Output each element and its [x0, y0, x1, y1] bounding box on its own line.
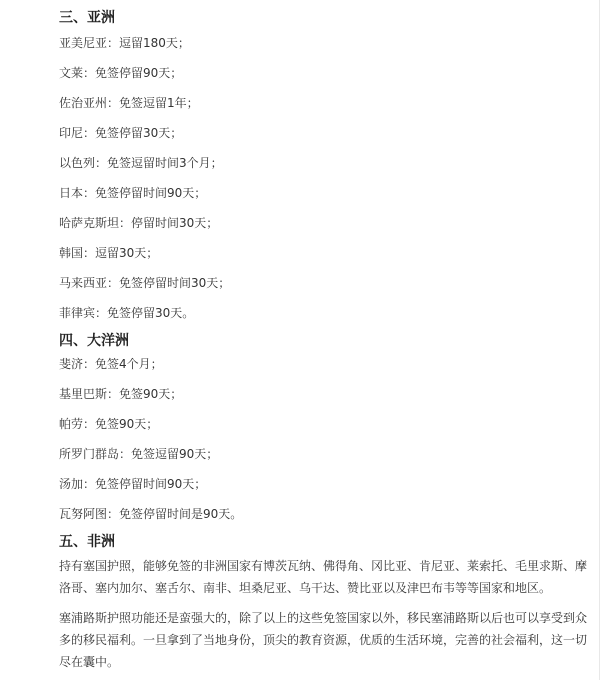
- list-item: 文莱：免签停留90天；: [59, 66, 183, 80]
- list-item: 佐治亚州：免签逗留1年；: [59, 96, 199, 110]
- article-body: [59, 8, 587, 673]
- list-item: 韩国：逗留30天；: [59, 246, 159, 260]
- paragraph: 持有塞国护照，能够免签的非洲国家有博茨瓦纳、佛得角、冈比亚、肯尼亚、莱索托、毛里求斯、摩洛哥、塞内加尔、塞舌尔、南非、坦桑尼亚、乌干达、赞比亚以及津巴布韦等等国家和地区。: [59, 559, 588, 595]
- paragraph: 塞浦路斯护照功能还是蛮强大的，除了以上的这些免签国家以外，移民塞浦路斯以后也可以享受到众多的移民福利。一旦拿到了当地身份，顶尖的教育资源，优质的生活环境，完善的社会福利，这一切尽在囊中。: [59, 611, 588, 669]
- section-heading-oceania: 四、大洋洲: [59, 333, 129, 349]
- list-item: 斐济：免签4个月；: [59, 357, 163, 371]
- list-item: 帕劳：免签90天；: [59, 417, 159, 431]
- list-item: 日本：免签停留时间90天；: [59, 186, 207, 200]
- list-item: 马来西亚：免签停留时间30天；: [59, 276, 231, 290]
- section-heading-asia: 三、亚洲: [59, 10, 115, 26]
- africa-paragraphs: [59, 555, 587, 673]
- section-heading-africa: 五、非洲: [59, 534, 115, 550]
- list-item: 哈萨克斯坦：停留时间30天；: [59, 216, 219, 230]
- asia-visa-list: [59, 34, 587, 322]
- list-item: 亚美尼亚：逗留180天；: [59, 36, 190, 50]
- list-item: 所罗门群岛：免签逗留90天；: [59, 447, 219, 461]
- list-item: 印尼：免签停留30天；: [59, 126, 183, 140]
- list-item: 菲律宾：免签停留30天。: [59, 306, 195, 320]
- list-item: 瓦努阿图：免签停留时间是90天。: [59, 507, 243, 521]
- list-item: 基里巴斯：免签90天；: [59, 387, 183, 401]
- oceania-visa-list: [59, 355, 587, 523]
- list-item: 汤加：免签停留时间90天；: [59, 477, 207, 491]
- list-item: 以色列：免签逗留时间3个月；: [59, 156, 223, 170]
